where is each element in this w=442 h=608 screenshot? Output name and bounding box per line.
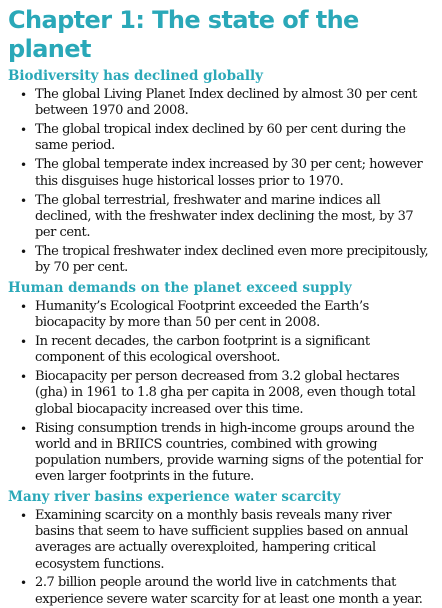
list-item (8, 334, 434, 367)
bullet-list (8, 299, 434, 486)
section-heading: Biodiversity has declined globally (8, 68, 263, 84)
list-item-text: Rising consumption trends in high-income groups around the world and in BRIICS countries, combined with growing population numbers, provide warning signs of the potential for even larger footprints in the future. (35, 420, 423, 485)
section-human-demands (8, 280, 434, 486)
bullet-icon: • (20, 158, 27, 173)
bullet-icon: • (20, 299, 27, 314)
list-item-text: Examining scarcity on a monthly basis reveals many river basins that seem to have sufficient supplies based on annual averages are actually overexploited, hampering critical ecosystem functions. (35, 507, 408, 572)
list-item-text: The global terrestrial, freshwater and marine indices all declined, with the freshwater index declining the most, by 37 per cent. (35, 192, 414, 241)
list-item (8, 508, 434, 573)
list-item (8, 87, 434, 120)
chapter-title: Chapter 1: The state of the planet (8, 6, 359, 63)
section-heading: Many river basins experience water scarcity (8, 488, 341, 505)
bullet-icon: • (20, 193, 27, 208)
list-item-text: Biocapacity per person decreased from 3.2 global hectares (gha) in 1961 to 1.8 gha per capita in 2008, even though total global biocapacity increased over this time. (35, 369, 416, 417)
bullet-icon: • (20, 245, 27, 260)
list-item (8, 369, 434, 418)
list-item-text: 2.7 billion people around the world live in catchments that experience severe water scarcity for at least one month a year. (35, 575, 423, 607)
section-water-scarcity (8, 489, 434, 608)
bullet-icon: • (20, 88, 27, 102)
bullet-icon: • (20, 421, 27, 436)
bullet-icon: • (20, 123, 27, 138)
list-item (8, 122, 434, 155)
section-biodiversity (8, 68, 434, 277)
list-item (8, 193, 434, 242)
list-item (8, 421, 434, 486)
bullet-icon: • (20, 334, 27, 349)
list-item-text: The global tropical index declined by 60 per cent during the same period. (35, 122, 406, 154)
list-item-text: The global Living Planet Index declined by almost 30 per cent between 1970 and 2008. (35, 87, 417, 119)
section-heading: Human demands on the planet exceed supply (8, 279, 352, 296)
list-item (8, 575, 434, 608)
list-item (8, 299, 434, 332)
list-item-text: In recent decades, the carbon footprint is a significant component of this ecological overshoot. (35, 333, 370, 366)
bullet-icon: • (20, 576, 27, 591)
bullet-icon: • (20, 508, 27, 523)
list-item (8, 244, 434, 277)
list-item (8, 157, 434, 190)
bullet-icon: • (20, 370, 27, 385)
list-item-text: Humanity’s Ecological Footprint exceeded the Earth’s biocapacity by more than 50 per cent in 2008. (35, 298, 369, 330)
list-item-text: The global temperate index increased by 30 per cent; however this disguises huge historical losses prior to 1970. (35, 157, 423, 189)
bullet-list (8, 87, 434, 277)
list-item-text: The tropical freshwater index declined even more precipitously, by 70 per cent. (35, 244, 429, 276)
bullet-list (8, 508, 434, 608)
